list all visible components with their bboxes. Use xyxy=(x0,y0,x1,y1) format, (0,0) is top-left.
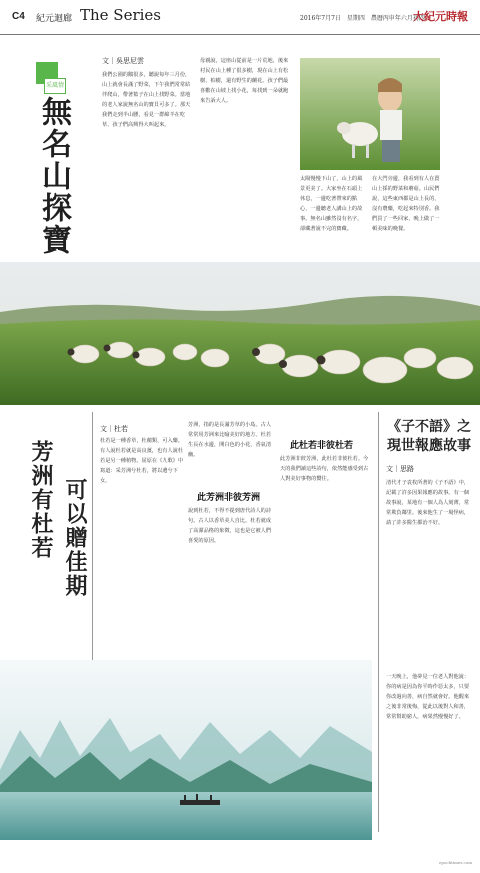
column-divider-right xyxy=(378,412,379,832)
article2-col4: 此芳洲非彼芳洲，此杜若非彼杜若。今天的我們讀這些詩句，依然能感受到古人對美好事物的嚮往。 xyxy=(280,456,369,483)
article1-author: 文｜吳思尼雲 xyxy=(102,57,144,65)
article3-col1: 清代才子袁枚所著的《子不語》中，記載了許多因果報應的故事。有一個故事說，某地有一個人為人刻薄，常常欺負鄰里。後來他生了一場怪病，請了許多醫生都治不好。 xyxy=(386,480,470,527)
article1-col4: 在大門旁邊，我看到有人在賣山上採的野菜和蘑菇。山民們說，這些東西都是山上長的，沒有農藥，吃起來特別香。我們買了一些回家，晚上做了一頓美味的晚餐。 xyxy=(372,176,440,233)
article2-title: 芳洲有杜若 xyxy=(28,440,54,560)
article2-col2: 芳洲，指的是長滿芳草的小島。古人常常用芳洲來比喻美好的地方。杜若生長在水邊，開白色的小花，香氣清幽。 xyxy=(188,422,272,459)
article2-heading-2: 此杜若非彼杜若 xyxy=(290,441,354,451)
article3-title xyxy=(384,418,474,456)
article2-title-second: 可以贈佳期 xyxy=(62,478,88,598)
series-brand: The Series xyxy=(80,6,162,24)
article3-title-line2: 現世報應故事 xyxy=(387,438,471,454)
article1-col1: 我們公園的鵝很多，聽說每年三月份，山上就會長滿了野菜，下午我們常常結伴爬山，帶著籃子在山上找野菜。當地的老人家說無名山的寶貝可多了。那天我們走到半山腰，看見一群綿羊在吃草，孩子們高興得大叫起來。 xyxy=(102,72,191,129)
article3-title-line1: 《子不語》之 xyxy=(387,419,471,435)
article2-col3: 說到杜若，不得不提到唐代詩人的詩句。古人以香草美人自比，杜若就成了高潔品格的象徵，這也是它被人們喜愛的原因。 xyxy=(188,508,272,545)
footer-site: epochtimes.com xyxy=(439,860,472,865)
article2-heading-1: 此芳洲非彼芳洲 xyxy=(197,493,261,503)
article2-author: 文｜杜若 xyxy=(100,425,128,433)
article3-col2: 一天晚上，他夢見一位老人對他說：你的病是因為你平時作惡太多，只要你改過向善，病自然就會好。他醒來之後非常後悔，從此以後對人和善，常常幫助窮人，病果然慢慢好了。 xyxy=(386,674,470,721)
article1-col3: 太陽慢慢下山了，山上的風景更美了。大家坐在石頭上休息，一邊吃著帶來的點心，一邊聽老人講山上的故事。無名山雖然沒有名字，卻藏著說不完的寶藏。 xyxy=(300,176,363,233)
page-header xyxy=(0,0,480,35)
article2-col1: 杜若是一種香草，杜蘅類，可入藥。有人說杜若就是高良薑，也有人說杜若是另一種植物。屈原在《九歌》中寫道：采芳洲兮杜若，將以遺兮下女。 xyxy=(100,438,184,485)
page-number: C4 xyxy=(12,11,25,22)
issue-date: 2016年7月7日 星期四 農曆丙申年六月初四 xyxy=(300,15,425,22)
section-name: 紀元迴廊 xyxy=(36,14,73,24)
article1-title: 無名山探寶 xyxy=(36,96,71,256)
sheep-pasture-photo xyxy=(0,262,480,405)
masthead-logo: 大紀元時報 xyxy=(413,10,468,23)
child-lamb-photo xyxy=(300,58,440,170)
article1-col2: 母親說，這座山從前是一片荒地，後來村民在山上種了很多樹，現在山上有松樹、柏樹，還有野生的蘭花。孩子們最喜歡在山坡上找小花，每找到一朵就跑來告訴大人。 xyxy=(200,58,289,105)
article3-author: 文｜思路 xyxy=(386,465,414,473)
tag-label: 采風情 xyxy=(44,78,66,94)
river-landscape-photo xyxy=(0,660,372,840)
